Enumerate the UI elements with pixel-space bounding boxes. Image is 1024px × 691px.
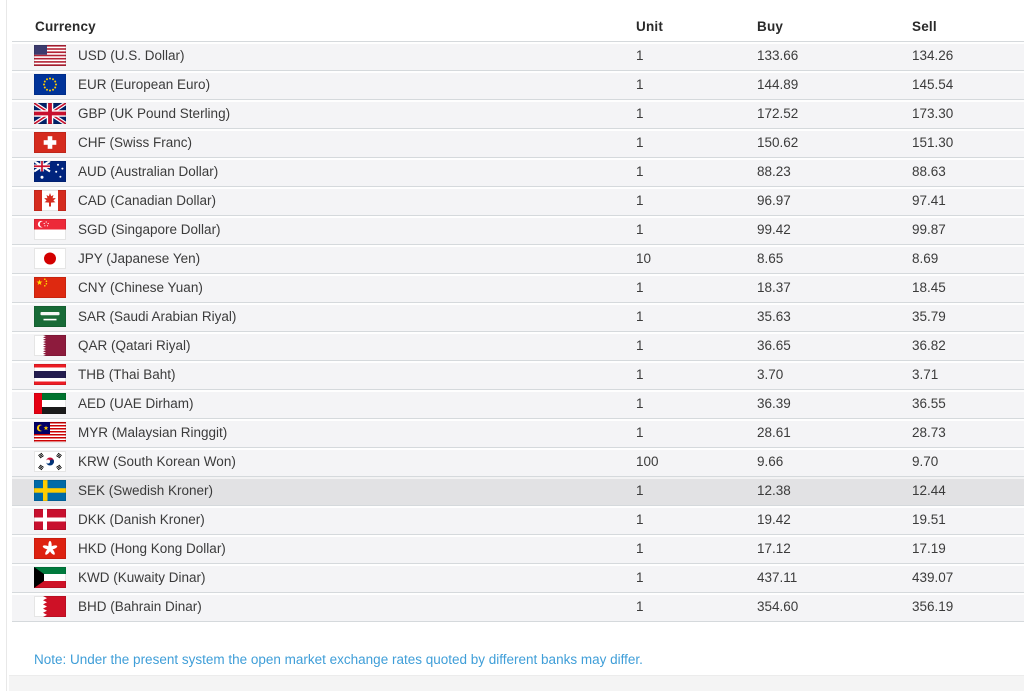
table-row[interactable] — [12, 70, 1024, 99]
table-row[interactable] — [12, 418, 1024, 447]
buy-cell: 12.38 — [757, 476, 912, 505]
currency-label: KWD (Kuwaity Dinar) — [78, 570, 206, 585]
currency-label: MYR (Malaysian Ringgit) — [78, 425, 228, 440]
table-row[interactable] — [12, 157, 1024, 186]
buy-cell: 144.89 — [757, 70, 912, 99]
exchange-rate-note: Note: Under the present system the open market exchange rates quoted by different banks may differ. — [34, 652, 643, 667]
sell-cell: 19.51 — [912, 505, 1024, 534]
unit-cell: 100 — [636, 447, 757, 476]
buy-cell: 96.97 — [757, 186, 912, 215]
sell-cell: 145.54 — [912, 70, 1024, 99]
currency-label: DKK (Danish Kroner) — [78, 512, 205, 527]
buy-cell: 28.61 — [757, 418, 912, 447]
table-row[interactable] — [12, 360, 1024, 389]
sell-cell: 3.71 — [912, 360, 1024, 389]
cny-flag-icon — [34, 277, 66, 298]
table-row[interactable] — [12, 505, 1024, 534]
currency-label: SGD (Singapore Dollar) — [78, 222, 221, 237]
unit-cell: 1 — [636, 592, 757, 621]
unit-cell: 1 — [636, 331, 757, 360]
table-row[interactable] — [12, 534, 1024, 563]
unit-cell: 1 — [636, 360, 757, 389]
buy-cell: 36.65 — [757, 331, 912, 360]
table-row[interactable] — [12, 389, 1024, 418]
sell-cell: 173.30 — [912, 99, 1024, 128]
buy-cell: 36.39 — [757, 389, 912, 418]
table-row[interactable] — [12, 128, 1024, 157]
table-header — [12, 0, 1024, 41]
sell-cell: 151.30 — [912, 128, 1024, 157]
buy-cell: 17.12 — [757, 534, 912, 563]
sgd-flag-icon — [34, 219, 66, 240]
table-row[interactable] — [12, 331, 1024, 360]
column-header-buy: Buy — [757, 0, 912, 41]
footer-section-strip — [9, 675, 1024, 691]
eur-flag-icon — [34, 74, 66, 95]
unit-cell: 1 — [636, 302, 757, 331]
chf-flag-icon — [34, 132, 66, 153]
sar-flag-icon — [34, 306, 66, 327]
unit-cell: 1 — [636, 534, 757, 563]
buy-cell: 8.65 — [757, 244, 912, 273]
buy-cell: 9.66 — [757, 447, 912, 476]
buy-cell: 150.62 — [757, 128, 912, 157]
currency-label: SEK (Swedish Kroner) — [78, 483, 214, 498]
table-row[interactable] — [12, 563, 1024, 592]
table-row[interactable] — [12, 447, 1024, 476]
buy-cell: 99.42 — [757, 215, 912, 244]
sell-cell: 18.45 — [912, 273, 1024, 302]
buy-cell: 172.52 — [757, 99, 912, 128]
buy-cell: 18.37 — [757, 273, 912, 302]
unit-cell: 1 — [636, 128, 757, 157]
thb-flag-icon — [34, 364, 66, 385]
qar-flag-icon — [34, 335, 66, 356]
unit-cell: 1 — [636, 476, 757, 505]
buy-cell: 3.70 — [757, 360, 912, 389]
buy-cell: 133.66 — [757, 41, 912, 70]
currency-label: HKD (Hong Kong Dollar) — [78, 541, 226, 556]
kwd-flag-icon — [34, 567, 66, 588]
unit-cell: 10 — [636, 244, 757, 273]
buy-cell: 19.42 — [757, 505, 912, 534]
buy-cell: 437.11 — [757, 563, 912, 592]
table-row[interactable] — [12, 302, 1024, 331]
unit-cell: 1 — [636, 157, 757, 186]
buy-cell: 354.60 — [757, 592, 912, 621]
table-row[interactable] — [12, 476, 1024, 505]
hkd-flag-icon — [34, 538, 66, 559]
rates-table-body — [12, 41, 1024, 621]
table-row[interactable] — [12, 273, 1024, 302]
unit-cell: 1 — [636, 563, 757, 592]
dkk-flag-icon — [34, 509, 66, 530]
krw-flag-icon — [34, 451, 66, 472]
sell-cell: 88.63 — [912, 157, 1024, 186]
bhd-flag-icon — [34, 596, 66, 617]
table-row[interactable] — [12, 186, 1024, 215]
unit-cell: 1 — [636, 505, 757, 534]
sell-cell: 36.55 — [912, 389, 1024, 418]
table-row[interactable] — [12, 99, 1024, 128]
unit-cell: 1 — [636, 99, 757, 128]
currency-label: CAD (Canadian Dollar) — [78, 193, 217, 208]
currency-label: QAR (Qatari Riyal) — [78, 338, 191, 353]
unit-cell: 1 — [636, 186, 757, 215]
sell-cell: 9.70 — [912, 447, 1024, 476]
sell-cell: 28.73 — [912, 418, 1024, 447]
exchange-rates-table — [12, 0, 1024, 622]
myr-flag-icon — [34, 422, 66, 443]
sell-cell: 8.69 — [912, 244, 1024, 273]
sell-cell: 17.19 — [912, 534, 1024, 563]
sell-cell: 35.79 — [912, 302, 1024, 331]
unit-cell: 1 — [636, 70, 757, 99]
sell-cell: 356.19 — [912, 592, 1024, 621]
unit-cell: 1 — [636, 215, 757, 244]
table-row[interactable] — [12, 41, 1024, 70]
currency-label: CHF (Swiss Franc) — [78, 135, 192, 150]
aud-flag-icon — [34, 161, 66, 182]
currency-label: JPY (Japanese Yen) — [78, 251, 201, 266]
sell-cell: 134.26 — [912, 41, 1024, 70]
currency-label: AUD (Australian Dollar) — [78, 164, 219, 179]
currency-label: EUR (European Euro) — [78, 77, 211, 92]
unit-cell: 1 — [636, 273, 757, 302]
aed-flag-icon — [34, 393, 66, 414]
jpy-flag-icon — [34, 248, 66, 269]
column-header-unit: Unit — [636, 0, 757, 41]
sell-cell: 97.41 — [912, 186, 1024, 215]
sell-cell: 439.07 — [912, 563, 1024, 592]
unit-cell: 1 — [636, 41, 757, 70]
currency-label: SAR (Saudi Arabian Riyal) — [78, 309, 237, 324]
usd-flag-icon — [34, 45, 66, 66]
page-container — [6, 0, 1024, 691]
table-row[interactable] — [12, 592, 1024, 621]
sell-cell: 99.87 — [912, 215, 1024, 244]
currency-label: THB (Thai Baht) — [78, 367, 176, 382]
unit-cell: 1 — [636, 418, 757, 447]
gbp-flag-icon — [34, 103, 66, 124]
sell-cell: 12.44 — [912, 476, 1024, 505]
currency-label: GBP (UK Pound Sterling) — [78, 106, 231, 121]
currency-label: CNY (Chinese Yuan) — [78, 280, 203, 295]
buy-cell: 88.23 — [757, 157, 912, 186]
column-header-sell: Sell — [912, 0, 1024, 41]
table-row[interactable] — [12, 244, 1024, 273]
sek-flag-icon — [34, 480, 66, 501]
currency-label: BHD (Bahrain Dinar) — [78, 599, 202, 614]
currency-label: USD (U.S. Dollar) — [78, 48, 185, 63]
column-header-currency: Currency — [12, 0, 636, 41]
currency-label: KRW (South Korean Won) — [78, 454, 236, 469]
table-row[interactable] — [12, 215, 1024, 244]
cad-flag-icon — [34, 190, 66, 211]
unit-cell: 1 — [636, 389, 757, 418]
sell-cell: 36.82 — [912, 331, 1024, 360]
buy-cell: 35.63 — [757, 302, 912, 331]
currency-label: AED (UAE Dirham) — [78, 396, 194, 411]
